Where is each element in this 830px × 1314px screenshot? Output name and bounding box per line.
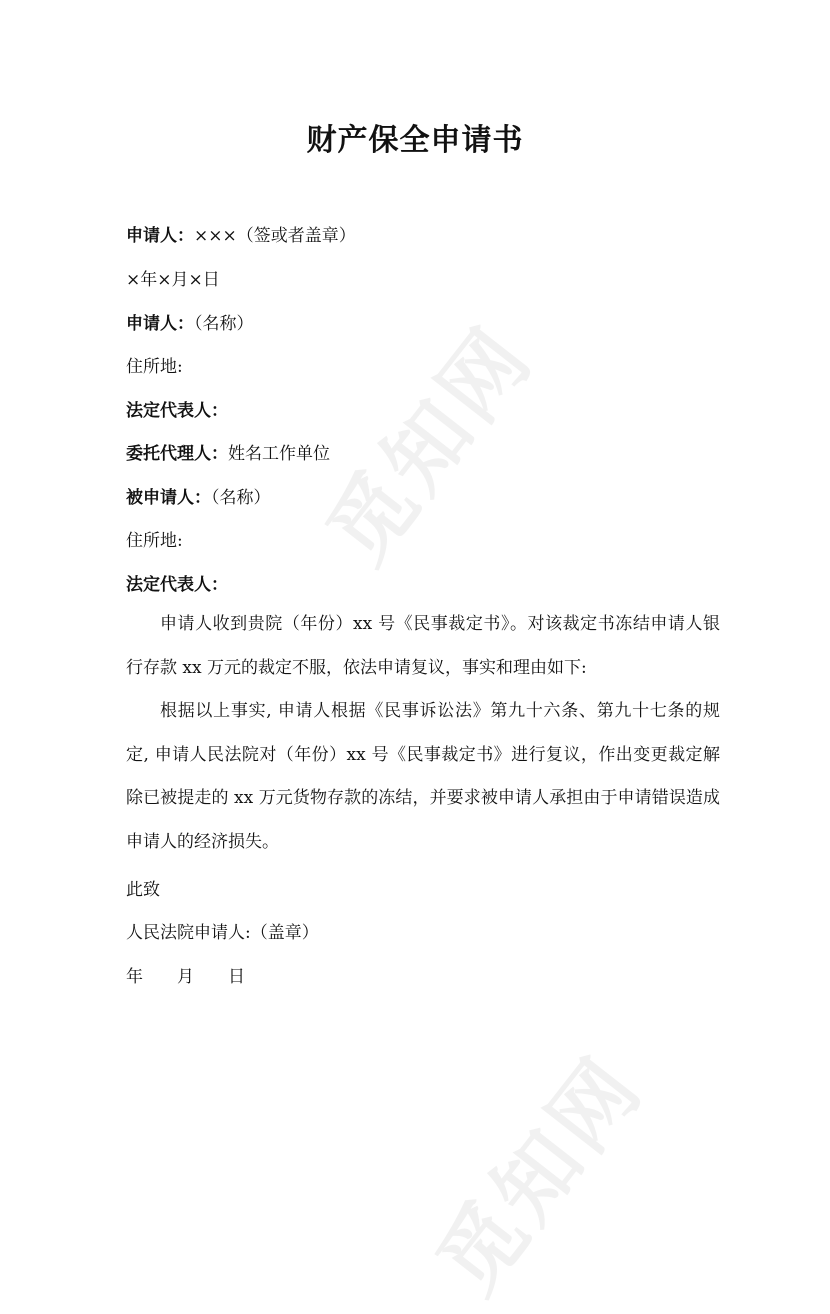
closing-salutation: 此致: [126, 880, 160, 900]
applicant-address-line: 住所地:: [126, 357, 183, 377]
closing-court-applicant: 人民法院申请人:（盖章）: [126, 923, 319, 943]
respondent-line: [126, 483, 271, 508]
legal-representative-line: [126, 396, 228, 421]
paragraph-request: 根据以上事实, 申请人根据《民事诉讼法》第九十六条、第九十七条的规定, 申请人民法院对（年份）xx 号《民事裁定书》进行复议，作出变更裁定解除已被提走的 xx 万元货物存款的冻结，并要求被申请人承担由于申请错误造成申请人的经济损失。: [126, 701, 720, 852]
applicant-signature-line: [126, 221, 356, 246]
agent-label: 委托代理人：: [126, 444, 228, 464]
applicant-name-value: （名称）: [194, 314, 254, 334]
agent-line: [126, 439, 330, 464]
respondent-label: 被申请人：: [126, 488, 211, 508]
legal-representative-label: 法定代表人：: [126, 401, 228, 421]
respondent-legal-representative-line: [126, 570, 228, 595]
respondent-address-line: 住所地:: [126, 531, 183, 551]
watermark-bottom: 觅知网: [418, 1037, 662, 1312]
legal-representative-label: 法定代表人：: [126, 575, 228, 595]
applicant-label: 申请人：: [126, 226, 194, 246]
respondent-value: （名称）: [211, 488, 271, 508]
applicant-name-line: [126, 309, 254, 334]
watermark: 觅知网: [308, 307, 552, 582]
closing-date: 年 月 日: [126, 967, 245, 987]
agent-value: 姓名工作单位: [228, 444, 330, 464]
paragraph-facts: 申请人收到贵院（年份）xx 号《民事裁定书》。对该裁定书冻结申请人银行存款 xx 万元的裁定不服，依法申请复议，事实和理由如下:: [126, 614, 720, 678]
applicant-signature-value: ×××（签或者盖章）: [194, 226, 356, 246]
document-title: 财产保全申请书: [306, 123, 524, 158]
date-line: ×年×月×日: [126, 270, 220, 290]
applicant-label: 申请人：: [126, 314, 194, 334]
